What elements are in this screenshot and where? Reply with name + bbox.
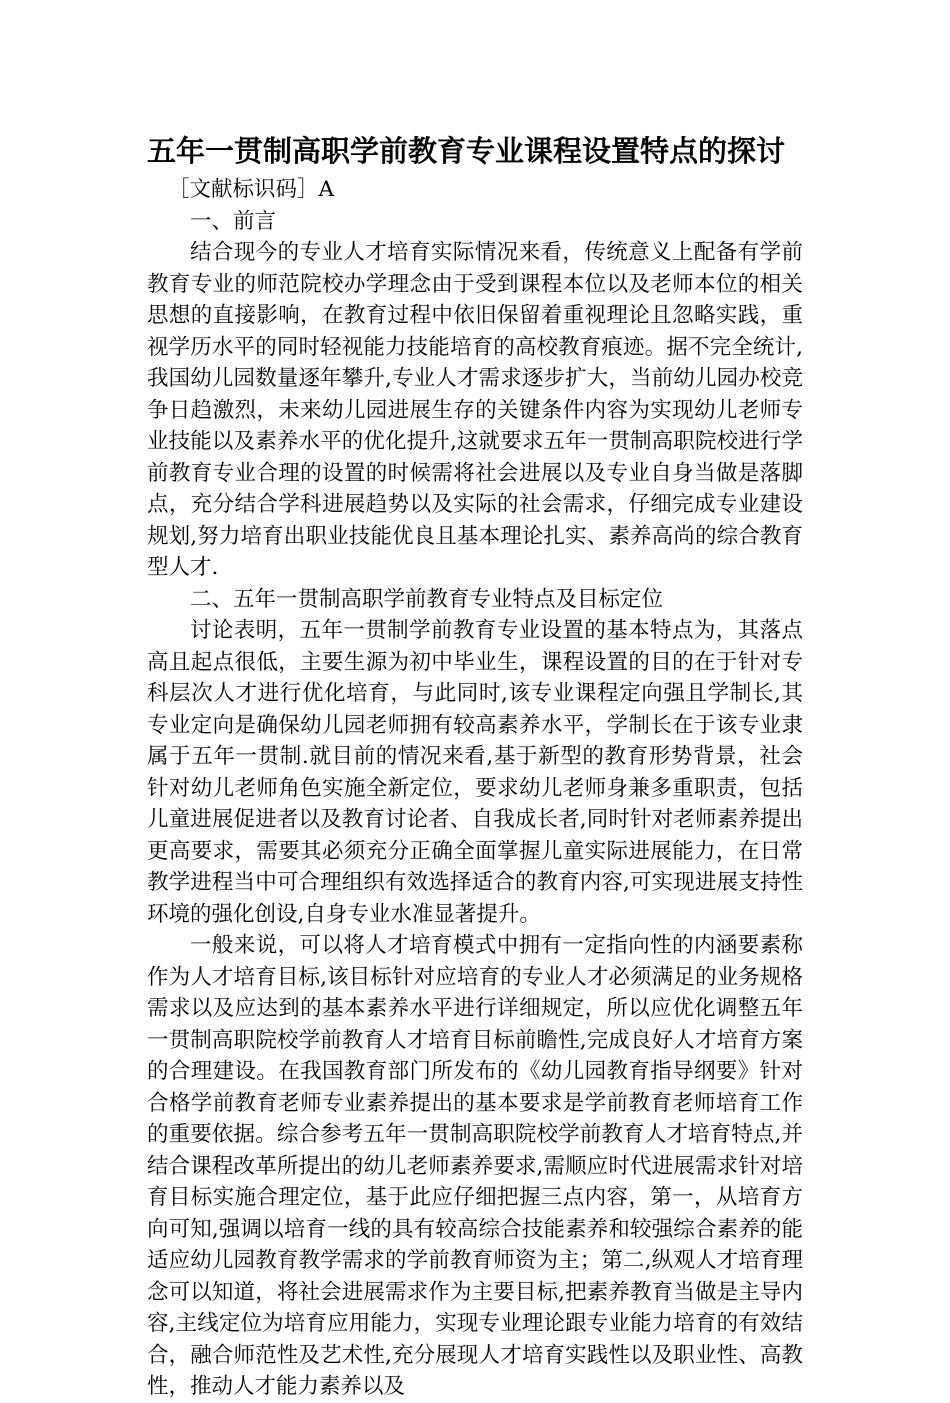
- document-page: [147, 128, 803, 1403]
- paragraph-2: 讨论表明，五年一贯制学前教育专业设置的基本特点为，其落点高且起点很低，主要生源为初中毕业生，课程设置的目的在于针对专科层次人才进行优化培育，与此同时,该专业课程定向强且学制长,其专业定向是确保幼儿园老师拥有较高素养水平，学制长在于该专业隶属于五年一贯制.就目前的情况来看,基于新型的教育形势背景，社会针对幼儿老师角色实施全新定位，要求幼儿老师身兼多重职责，包括儿童进展促进者以及教育讨论者、自我成长者,同时针对老师素养提出更高要求，需要其必须充分正确全面掌握儿童实际进展能力，在日常教学进程当中可合理组织有效选择适合的教育内容,可实现进展支持性环境的强化创设,自身专业水准显著提升。: [147, 618, 803, 927]
- section-heading-2: 二、五年一贯制高职学前教育专业特点及目标定位: [190, 586, 664, 612]
- document-title: 五年一贯制高职学前教育专业课程设置特点的探讨: [147, 134, 786, 168]
- section-heading-1: 一、前言: [190, 208, 277, 234]
- paragraph-3: 一般来说，可以将人才培育模式中拥有一定指向性的内涵要素称作为人才培育目标,该目标针对应培育的专业人才必须满足的业务规格需求以及应达到的基本素养水平进行详细规定，所以应优化调整五年一贯制高职院校学前教育人才培育目标前瞻性,完成良好人才培育方案的合理建设。在我国教育部门所发布的《幼儿园教育指导纲要》针对合格学前教育老师专业素养提出的基本要求是学前教育老师培育工作的重要依据。综合参考五年一贯制高职院校学前教育人才培育特点,并结合课程改革所提出的幼儿老师素养要求,需顺应时代进展需求针对培育目标实施合理定位，基于此应仔细把握三点内容，第一，从培育方向可知,强调以培育一线的具有较高综合技能素养和较强综合素养的能适应幼儿园教育教学需求的学前教育师资为主；第二,纵观人才培育理念可以知道，将社会进展需求作为主要目标,把素养教育当做是主导内容,主线定位为培育应用能力，实现专业理论跟专业能力培育的有效结合，融合师范性及艺术性,充分展现人才培育实践性以及职业性、高教性，推动人才能力素养以及: [147, 933, 803, 1399]
- paragraph-1: 结合现今的专业人才培育实际情况来看，传统意义上配备有学前教育专业的师范院校办学理念由于受到课程本位以及老师本位的相关思想的直接影响，在教育过程中依旧保留着重视理论且忽略实践，重视学历水平的同时轻视能力技能培育的高校教育痕迹。据不完全统计,我国幼儿园数量逐年攀升,专业人才需求逐步扩大，当前幼儿园办校竞争日趋激烈，未来幼儿园进展生存的关键条件内容为实现幼儿老师专业技能以及素养水平的优化提升,这就要求五年一贯制高职院校进行学前教育专业合理的设置的时候需将社会进展以及专业自身当做是落脚点，充分结合学科进展趋势以及实际的社会需求，仔细完成专业建设规划,努力培育出职业技能优良且基本理论扎实、素养高尚的综合教育型人才.: [147, 240, 803, 580]
- document-code: ［文献标识码］A: [168, 177, 335, 202]
